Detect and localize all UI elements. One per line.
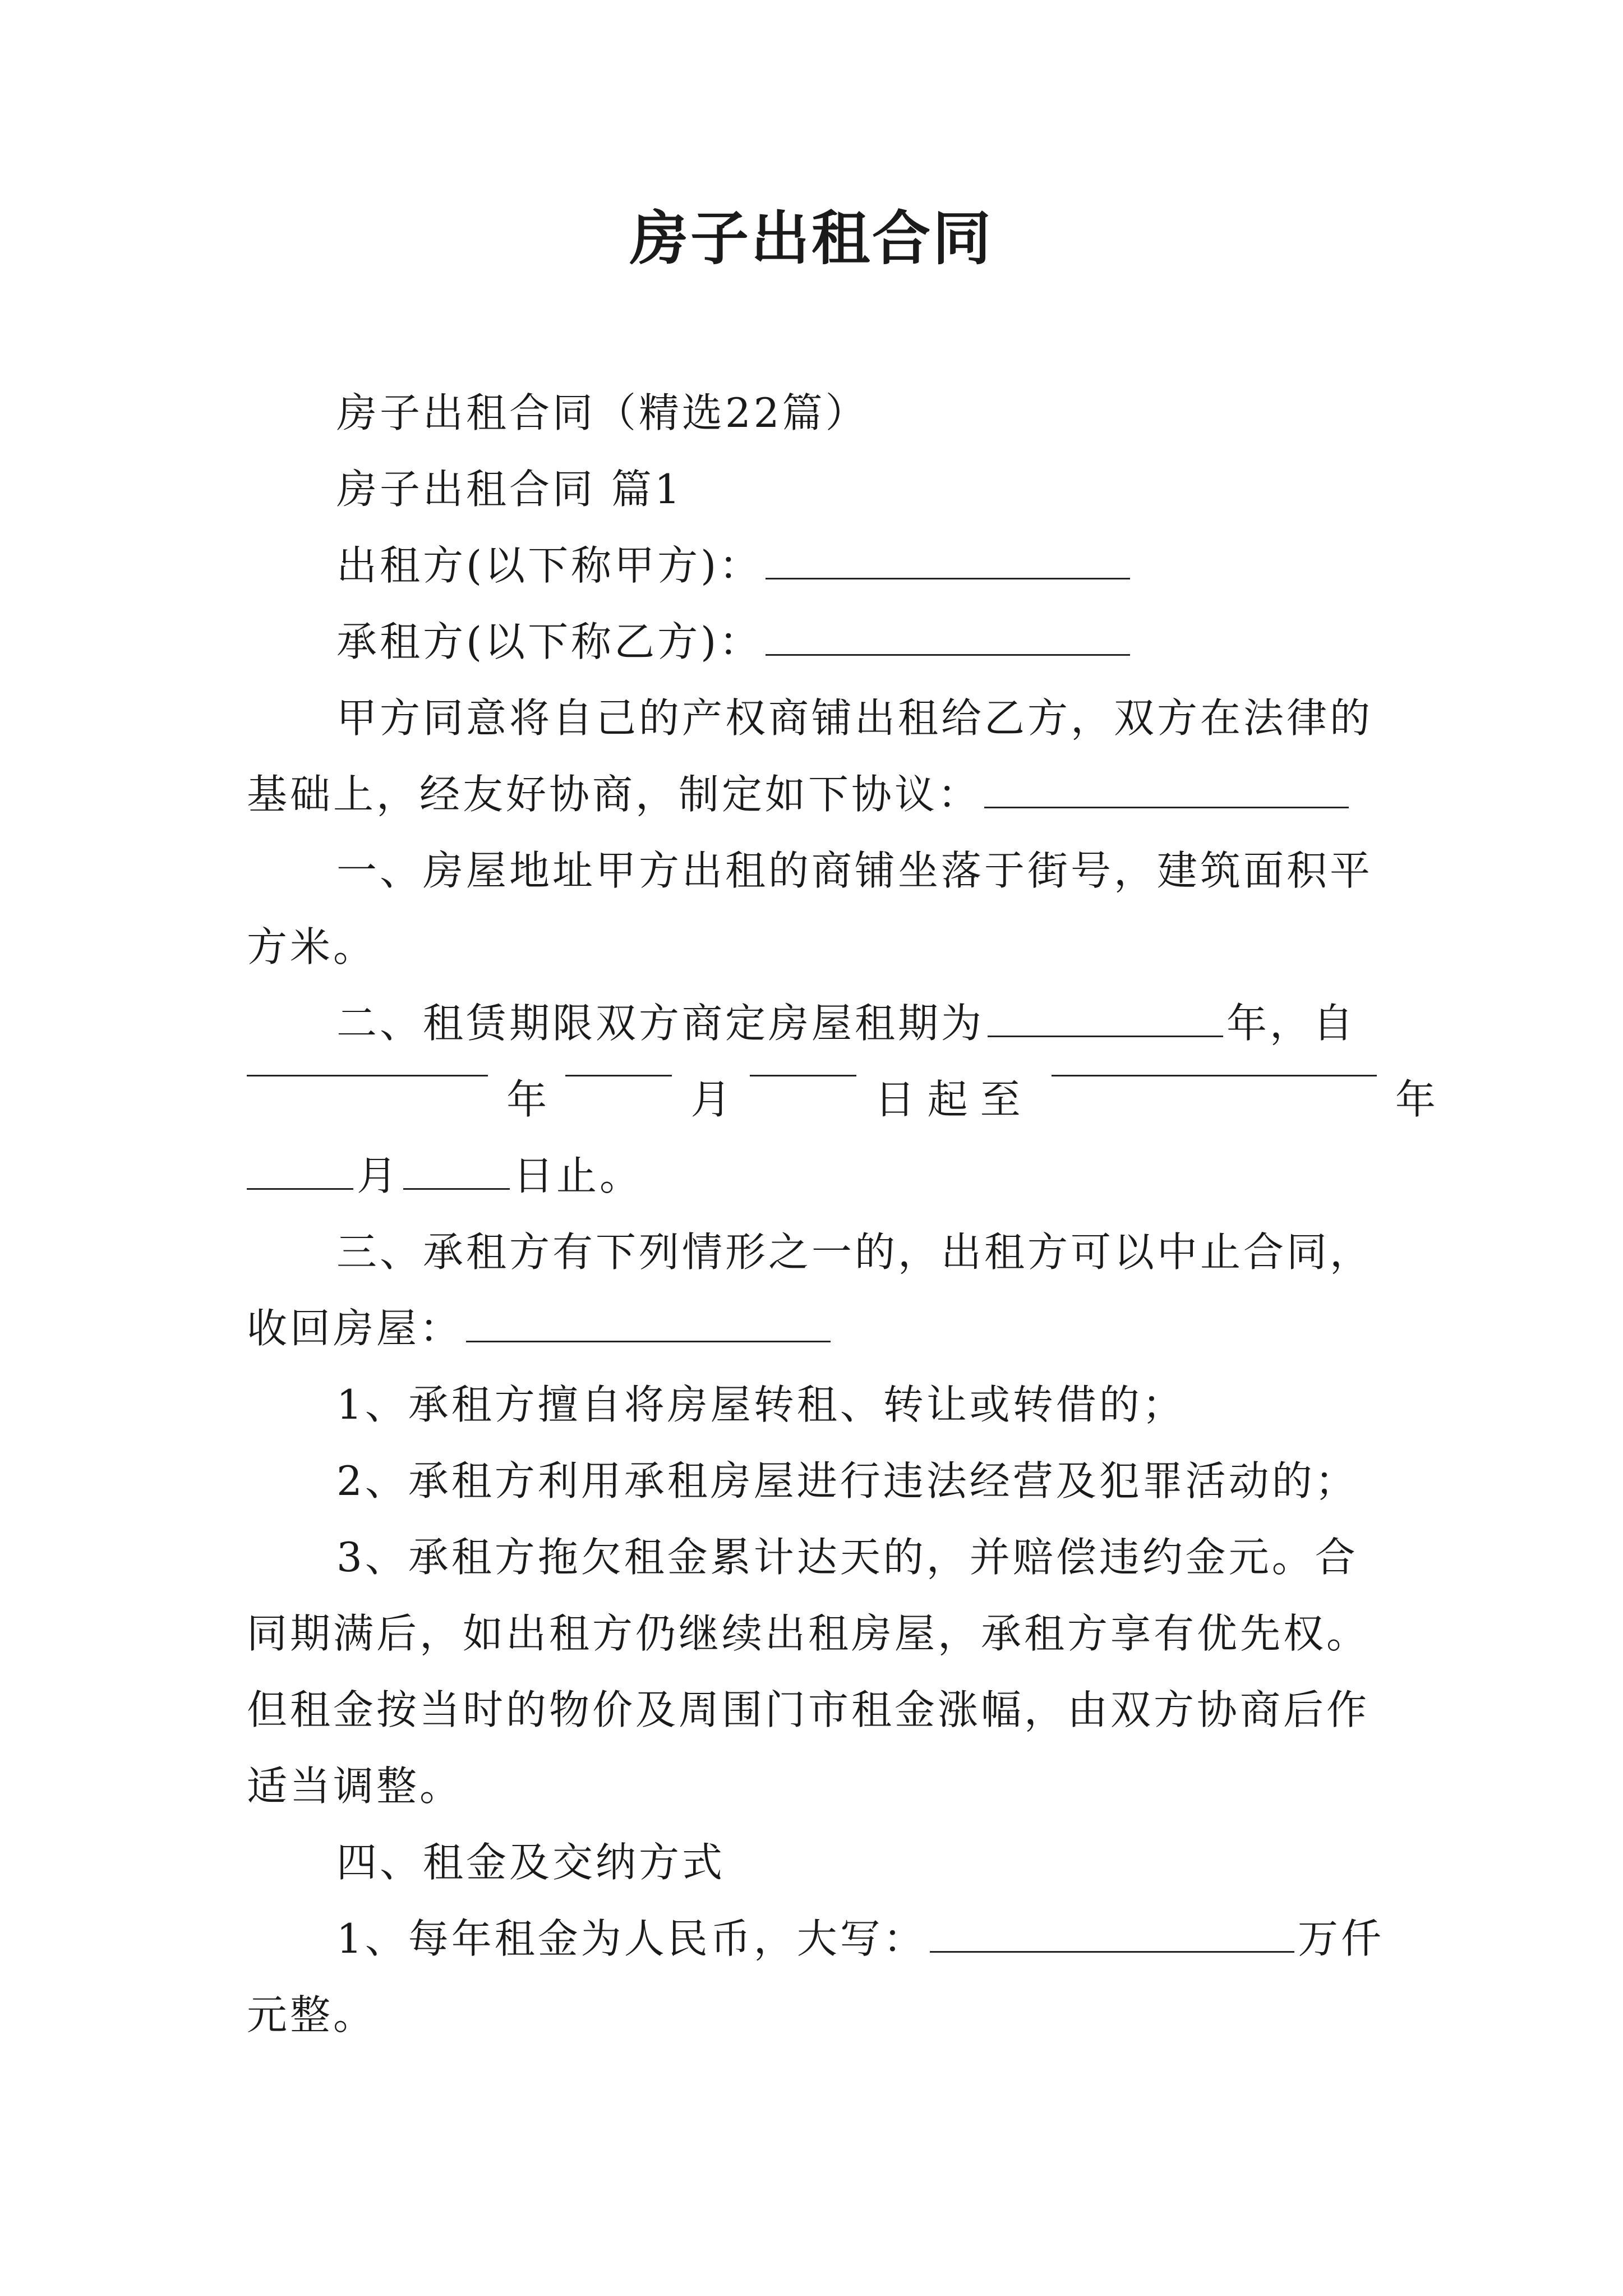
line-text: 三、承租方有下列情形之一的，出租方可以中止合同， (336, 1228, 1373, 1276)
fill-in-blank (247, 1185, 353, 1190)
paragraph-line (247, 1987, 1436, 2043)
line-text: 出租方(以下称甲方)： (336, 542, 763, 589)
line-text: 承租方(以下称乙方)： (336, 618, 763, 665)
paragraph-line (336, 537, 1436, 593)
line-text: 1、承租方擅自将房屋转租、转让或转借的； (336, 1381, 1186, 1428)
paragraph-line (336, 1453, 1436, 1509)
line-text: 方米。 (247, 923, 377, 970)
line-text: 月 (690, 1076, 731, 1123)
paragraph-line (336, 1224, 1436, 1280)
line-text: 一、房屋地址甲方出租的商铺坐落于街号，建筑面积平 (336, 847, 1373, 894)
paragraph-line (336, 461, 1436, 517)
line-text: 2、承租方利用承租房屋进行违法经营及犯罪活动的； (336, 1457, 1358, 1504)
paragraph-line (247, 766, 1436, 822)
line-text: 日止。 (513, 1152, 643, 1199)
fill-in-blank (750, 1071, 856, 1076)
paragraph-line (247, 1300, 1436, 1356)
line-text: 元整。 (247, 1991, 377, 2039)
paragraph-line (336, 1529, 1436, 1585)
line-text: 年 (1395, 1076, 1436, 1123)
line-text: 万仟 (1297, 1915, 1384, 1962)
paragraph-line (336, 614, 1436, 670)
fill-in-blank (984, 803, 1349, 808)
paragraph-line (336, 385, 1436, 441)
paragraph-line (247, 1682, 1436, 1738)
document-title: 房子出租合同 (629, 204, 993, 273)
line-text: 年，自 (1227, 1000, 1357, 1047)
paragraph-line (336, 995, 1436, 1051)
line-text: 适当调整。 (247, 1763, 463, 1810)
paragraph-line (247, 1605, 1436, 1662)
paragraph-line (247, 919, 1436, 975)
line-text: 房子出租合同 篇1 (336, 466, 683, 513)
line-text: 基础上，经友好协商，制定如下协议： (247, 771, 981, 818)
line-text: 日起至 (874, 1076, 1033, 1123)
line-text: 同期满后，如出租方仍继续出租房屋，承租方享有优先权。 (247, 1610, 1370, 1657)
paragraph-line (336, 1377, 1436, 1433)
fill-in-blank (247, 1071, 488, 1076)
line-text: 甲方同意将自己的产权商铺出租给乙方，双方在法律的 (336, 694, 1373, 742)
line-text: 年 (506, 1076, 547, 1123)
paragraph-line (336, 1834, 1436, 1890)
paragraph-line (247, 1071, 1436, 1128)
fill-in-blank (1052, 1071, 1377, 1076)
paragraph-line (336, 1911, 1436, 1967)
line-text: 但租金按当时的物价及周围门市租金涨幅，由双方协商后作 (247, 1686, 1370, 1733)
line-text: 月 (357, 1152, 400, 1199)
line-text: 二、租赁期限双方商定房屋租期为 (336, 1000, 985, 1047)
paragraph-line (247, 1148, 1436, 1204)
fill-in-blank (766, 574, 1130, 579)
line-text: 房子出租合同（精选22篇） (336, 389, 869, 436)
paragraph-line (336, 843, 1436, 899)
paragraph-line (336, 690, 1436, 746)
fill-in-blank (766, 651, 1130, 656)
fill-in-blank (988, 1032, 1223, 1037)
fill-in-blank (403, 1185, 510, 1190)
fill-in-blank (466, 1337, 831, 1342)
line-text: 3、承租方拖欠租金累计达天的，并赔偿违约金元。合 (336, 1534, 1358, 1581)
paragraph-line (247, 1758, 1436, 1814)
line-text: 四、租金及交纳方式 (336, 1839, 726, 1886)
fill-in-blank (930, 1948, 1294, 1953)
line-text: 收回房屋： (247, 1305, 463, 1352)
fill-in-blank (565, 1071, 672, 1076)
line-text: 1、每年租金为人民币，大写： (336, 1915, 926, 1962)
